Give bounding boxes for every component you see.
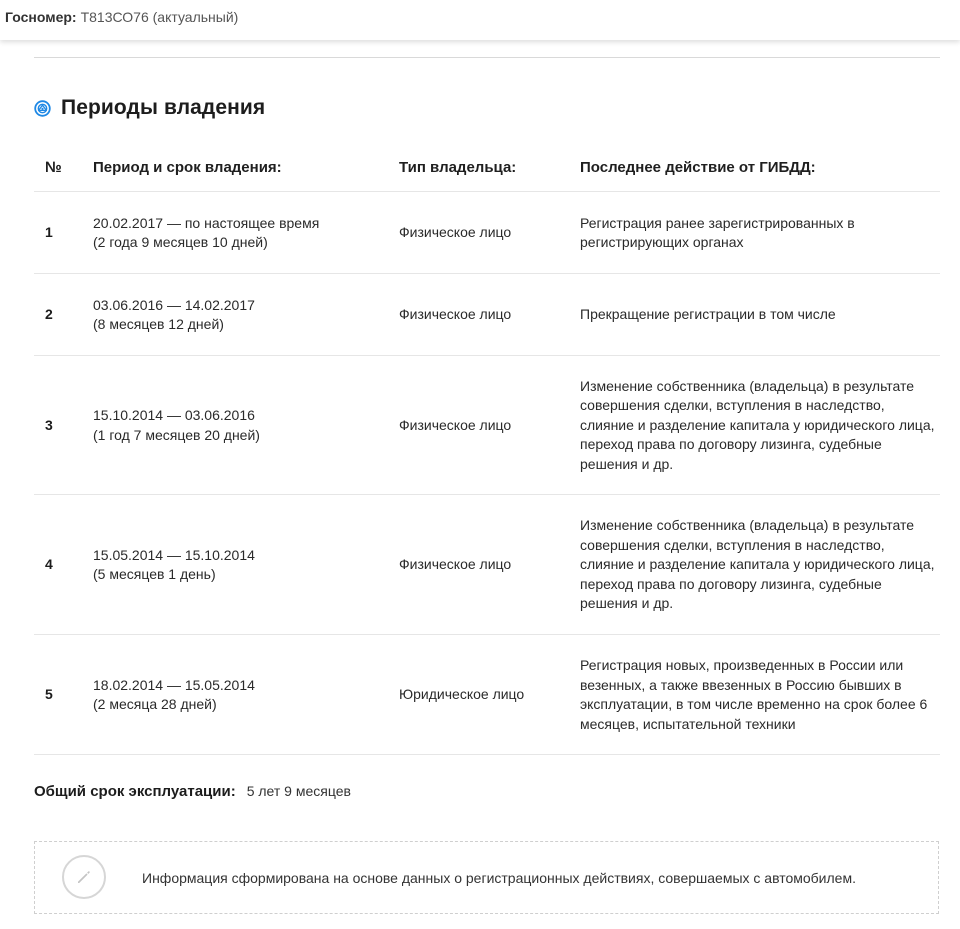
table-row [34,191,940,274]
table-row [34,634,940,755]
period-duration: (2 месяца 28 дней) [93,696,217,712]
table-row [34,273,940,356]
row-owner-type: Физическое лицо [399,306,512,323]
column-header-period: Период и срок владения: [93,159,282,176]
row-period [93,635,383,755]
row-number: 5 [45,686,53,703]
column-header-num: № [45,159,62,176]
row-last-action: Изменение собственника (владельца) в результате совершения сделки, вступления в наследство, слияние и разделение капитала у юридического лица, переход права по договору лизинга, судебные решения и др. [580,377,935,472]
row-owner-type: Физическое лицо [399,556,512,573]
row-owner-type: Юридическое лицо [399,686,525,703]
table-row [34,494,940,635]
plate-value: Т813СО76 (актуальный) [80,9,239,25]
total-label: Общий срок эксплуатации: [34,783,236,800]
period-dates: 20.02.2017 — по настоящее время [93,214,320,231]
period-duration: (5 месяцев 1 день) [93,566,216,582]
row-owner-type: Физическое лицо [399,416,512,433]
period-dates: 18.02.2014 — 15.05.2014 [93,676,255,693]
divider [34,57,940,58]
top-bar [0,0,960,40]
period-duration: (1 год 7 месяцев 20 дней) [93,426,260,443]
section-title: Периоды владения [61,96,266,119]
section-header [34,96,265,120]
column-header-owner-type: Тип владельца: [399,159,517,176]
row-number: 4 [45,556,53,573]
steering-wheel-icon [34,100,51,117]
period-duration: (2 года 9 месяцев 10 дней) [93,234,268,250]
info-box [34,841,939,914]
row-number: 2 [45,306,53,323]
row-last-action: Прекращение регистрации в том числе [580,306,836,323]
row-last-action: Регистрация новых, произведенных в России или везенных, а также ввезенных в Россию бывших в эксплуатации, в том числе временно на срок более 6 месяцев, испытательной техники [580,657,928,732]
plate-info [5,9,238,25]
row-last-action: Регистрация ранее зарегистрированных в регистрирующих органах [580,214,855,250]
column-header-last-action: Последнее действие от ГИБДД: [580,159,816,176]
info-text: Информация сформирована на основе данных о регистрационных действиях, совершаемых с автомобилем. [142,870,856,886]
row-number: 1 [45,224,53,241]
row-period [93,192,383,274]
period-dates: 03.06.2016 — 14.02.2017 [93,296,255,313]
row-last-action: Изменение собственника (владельца) в результате совершения сделки, вступления в наследство, слияние и разделение капитала у юридического лица, переход права по договору лизинга, судебные решения и др. [580,517,935,612]
period-dates: 15.10.2014 — 03.06.2016 [93,407,255,423]
row-period [93,274,383,356]
plate-label: Госномер: [5,9,77,25]
total-operation-period [34,783,351,800]
row-number: 3 [45,416,53,433]
table-bottom-border [34,754,940,755]
pencil-icon [62,855,106,899]
period-duration: (8 месяцев 12 дней) [93,316,224,332]
table-row [34,355,940,495]
total-value: 5 лет 9 месяцев [246,783,351,799]
row-owner-type: Физическое лицо [399,224,512,241]
row-period [93,356,383,495]
row-period [93,495,383,635]
period-dates: 15.05.2014 — 15.10.2014 [93,546,255,563]
